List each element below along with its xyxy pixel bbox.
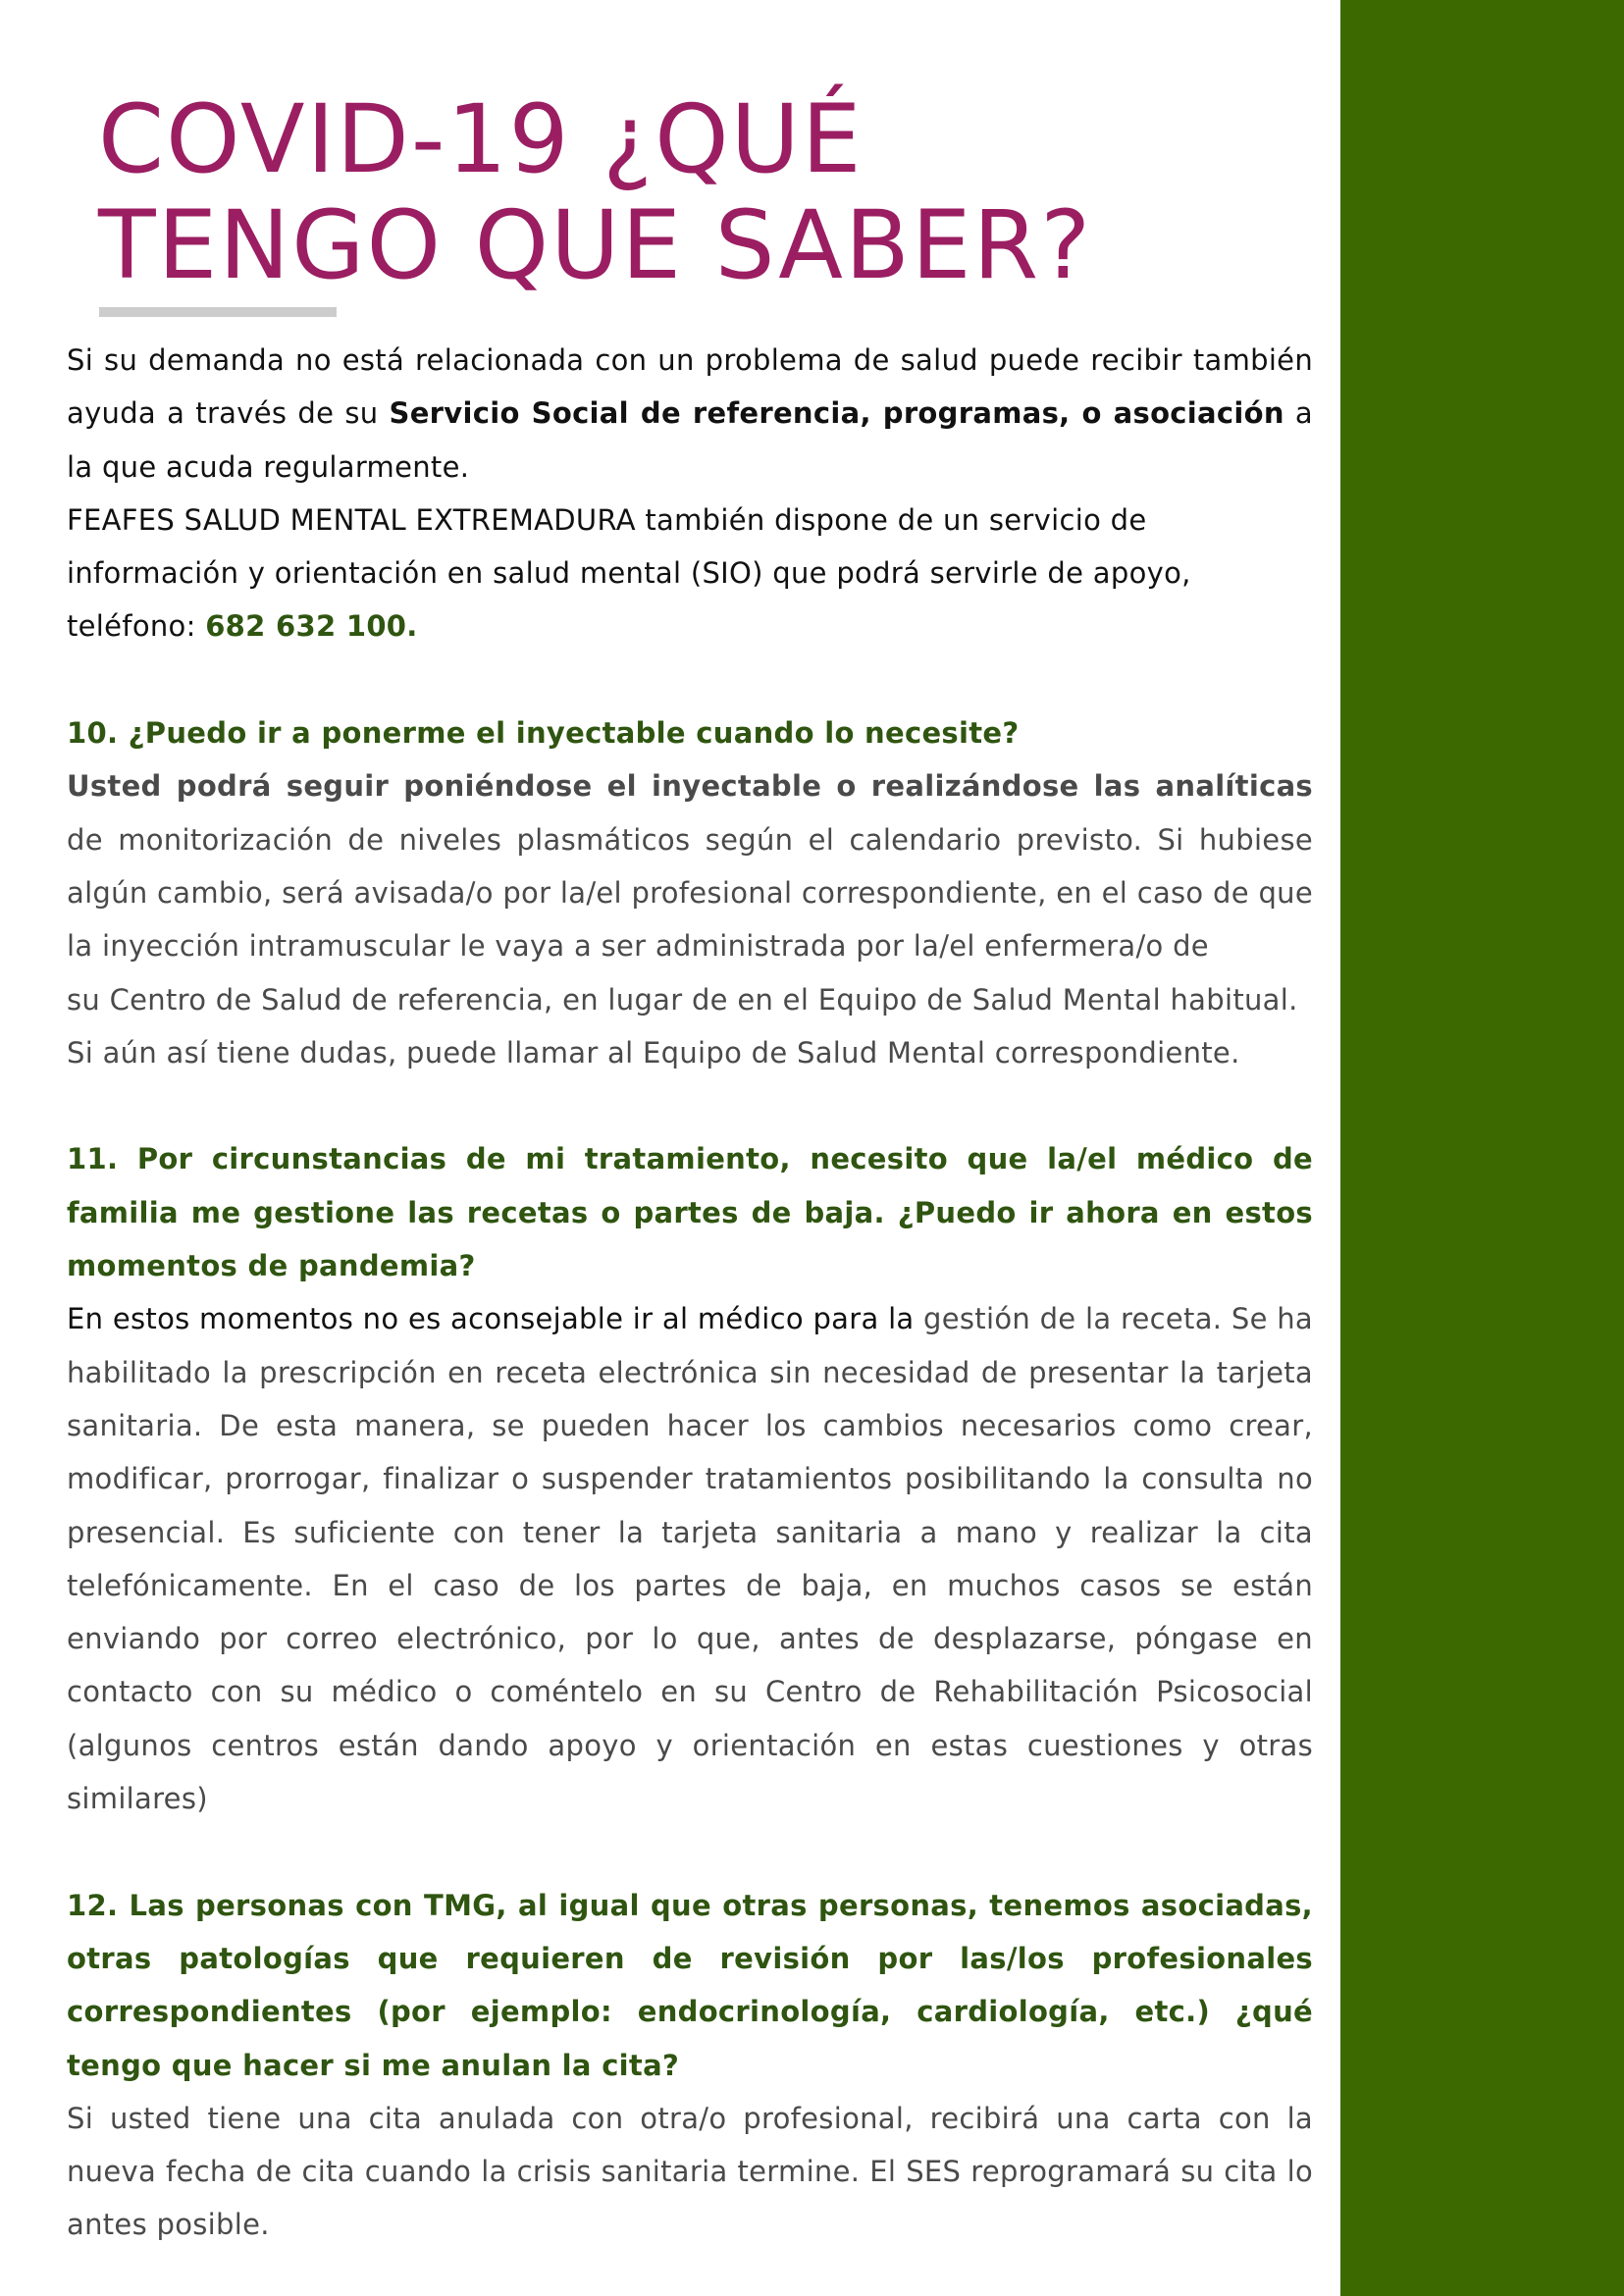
- intro-paragraph-1: [67, 334, 1313, 494]
- sio-phone-number: 682 632 100.: [205, 609, 418, 644]
- answer-10-line-2: su Centro de Salud de referencia, en lugar de en el Equipo de Salud Mental habitual.: [67, 982, 1298, 1017]
- answer-10-emphasis: Usted podrá seguir poniéndose el inyectable o realizándose las analíticas: [67, 769, 1313, 804]
- question-10: 10. ¿Puedo ir a ponerme el inyectable cuando lo necesite?: [67, 716, 1020, 751]
- title-line-1: COVID-19 ¿QUÉ: [98, 84, 864, 194]
- title-underline: [99, 307, 337, 317]
- answer-10-line-3: Si aún así tiene dudas, puede llamar al Equipo de Salud Mental correspondiente.: [67, 1035, 1240, 1070]
- side-color-bar: [1340, 0, 1624, 2296]
- section-gap: [67, 653, 1313, 706]
- answer-11-text: gestión de la receta. Se ha habilitado la prescripción en receta electrónica sin necesidad de presentar la tarjeta sanitaria. De esta manera, se pueden hacer los cambios necesarios como crear, modificar, prorrogar, finalizar o suspender tratamientos posibilitando la consulta no presencial. Es suficiente con tener la tarjeta sanitaria a mano y realizar la cita telefónicamente. En el caso de los partes de baja, en muchos casos se están enviando por correo electrónico, por lo que, antes de desplazarse, póngase en contacto con su médico o coméntelo en su Centro de Rehabilitación Psicosocial (algunos centros están dando apoyo y orientación en estas cuestiones y otras similares): [67, 1302, 1313, 1816]
- intro-text-1: Si su demanda no está relacionada con un problema de salud puede recibir también ayuda a través de su: [67, 343, 1313, 431]
- answer-11-lead: En estos momentos no es aconsejable ir al médico para la: [67, 1302, 915, 1336]
- answer-10-text: de monitorización de niveles plasmáticos según el calendario previsto. Si hubiese algún cambio, será avisada/o por la/el profesional correspondiente, en el caso de que la inyección intramuscular le vaya a ser administrada por la/el enfermera/o de: [67, 822, 1313, 964]
- question-12: 12. Las personas con TMG, al igual que otras personas, tenemos asociadas, otras patologías que requieren de revisión por las/los profesionales correspondientes (por ejemplo: endocrinología, cardiología, etc.) ¿qué tengo que hacer si me anulan la cita?: [67, 1888, 1313, 2082]
- intro-paragraph-2: [67, 494, 1313, 653]
- title-line-2: TENGO QUE SABER?: [98, 190, 1093, 300]
- sio-text: FEAFES SALUD MENTAL EXTREMADURA también dispone de un servicio de información y orientación en salud mental (SIO) que podrá servirle de apoyo, teléfono:: [67, 502, 1191, 644]
- section-gap: [67, 1079, 1313, 1132]
- document-body: [67, 334, 1313, 2252]
- answer-10: [67, 759, 1313, 972]
- section-gap: [67, 1825, 1313, 1878]
- intro-emphasis: Servicio Social de referencia, programas, o asociación: [389, 396, 1284, 431]
- intro-text-2: a la que acuda regularmente.: [67, 396, 1313, 484]
- question-11: 11. Por circunstancias de mi tratamiento, necesito que la/el médico de familia me gestione las recetas o partes de baja. ¿Puedo ir ahora en estos momentos de pandemia?: [67, 1142, 1313, 1283]
- answer-11: [67, 1292, 1313, 1825]
- answer-12: Si usted tiene una cita anulada con otra/o profesional, recibirá una carta con la nueva fecha de cita cuando la crisis sanitaria termine. El SES reprogramará su cita lo antes posible.: [67, 2101, 1313, 2242]
- page-title: [98, 86, 1092, 298]
